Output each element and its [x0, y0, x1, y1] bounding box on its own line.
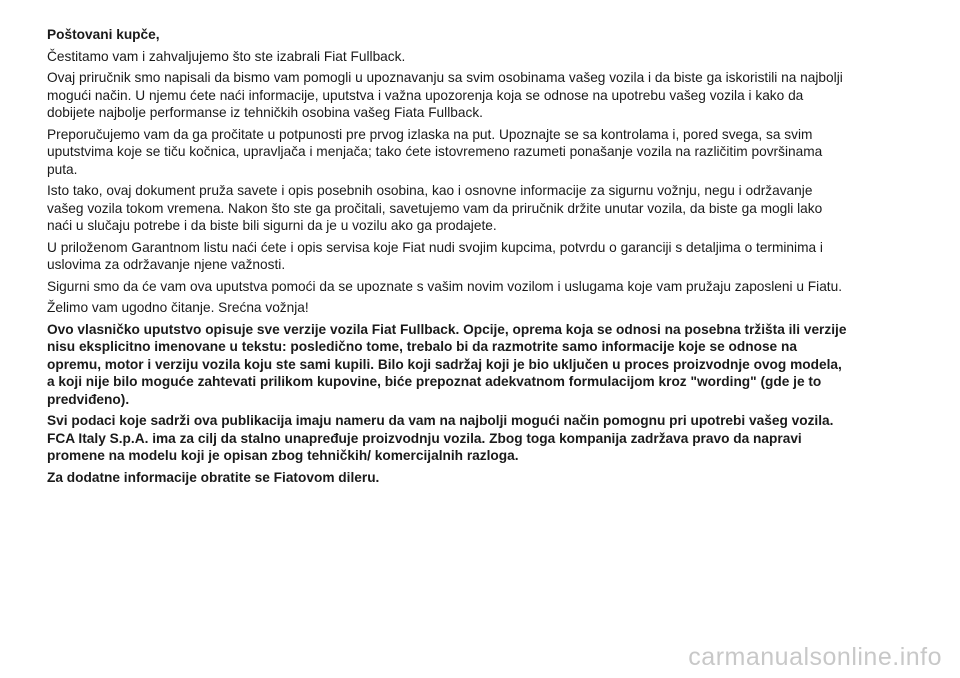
- paragraph-confidence: Sigurni smo da će vam ova uputstva pomoći da se upoznate s vašim novim vozilom i uslugama koje vam pružaju zaposleni u Fiatu.: [47, 278, 843, 294]
- paragraph-versions-note: Ovo vlasničko uputstvo opisuje sve verzije vozila Fiat Fullback. Opcije, oprema koja se odnosi na posebna tržišta ili verzije nisu eksplicitno imenovane u tekstu: posledično tome, trebalo bi da razmotrite samo informacije koje se odnose na opremu, motor i verziju vozila koju ste sami kupili. Bilo koji sadržaj koji je bio uključen u proces proizvodnje ovog modela, a koji nije bilo moguće zahtevati prilikom kupovine, biće prepoznat adekvatnom formulacijom kroz "wording" (gde je to predviđeno).: [47, 321, 847, 407]
- paragraph-warranty: U priloženom Garantnom listu naći ćete i opis servisa koje Fiat nudi svojim kupcima, potvrdu o garanciji s detaljima o terminima i uslovima za održavanje njene važnosti.: [47, 239, 823, 272]
- document-page: [47, 26, 847, 490]
- paragraph-recommendation: Preporučujemo vam da ga pročitate u potpunosti pre prvog izlaska na put. Upoznajte se sa kontrolama i, pored svega, sa svim uputstvima koje se tiču kočnica, upravljača i menjača; tako ćete istovremeno razumeti ponašanje vozila na različitim površinama puta.: [47, 126, 823, 177]
- paragraph-farewell: Želimo vam ugodno čitanje. Srećna vožnja!: [47, 300, 309, 315]
- paragraph-dealer-note: Za dodatne informacije obratite se Fiatovom dileru.: [47, 469, 380, 485]
- paragraph-publication-note: Svi podaci koje sadrži ova publikacija imaju nameru da vam na najbolji mogući način pomognu pri upotrebi vašeg vozila. FCA Italy S.p.A. ima za cilj da stalno unapređuje proizvodnju vozila. Zbog toga kompanija zadržava pravo da napravi promene na modelu koji je opisan zbog tehničkih/ komercijalnih razloga.: [47, 413, 834, 463]
- paragraph-document-advice: Isto tako, ovaj dokument pruža savete i opis posebnih osobina, kao i osnovne informacije za sigurnu vožnju, negu i održavanje vašeg vozila tokom vremena. Nakon što ste ga pročitali, savetujemo vam da priručnik držite unutar vozila, da biste ga mogli lako naći u slučaju potrebe i da biste bili sigurni da je u vozilu ako ga prodajete.: [47, 183, 823, 233]
- paragraph-manual-purpose: Ovaj priručnik smo napisali da bismo vam pomogli u upoznavanju sa svim osobinama vašeg vozila i da biste ga iskoristili na najbolji mogući način. U njemu ćete naći informacije, uputstva i važna upozorenja koja se odnose na upotrebu vašeg vozila i kako da dobijete najbolje performanse iz tehničkih osobina vašeg Fiata Fullback.: [47, 70, 843, 120]
- watermark-text: carmanualsonline.info: [688, 643, 942, 671]
- paragraph-congratulations: Čestitamo vam i zahvaljujemo što ste izabrali Fiat Fullback.: [47, 48, 406, 64]
- greeting-heading: Poštovani kupče,: [47, 27, 160, 42]
